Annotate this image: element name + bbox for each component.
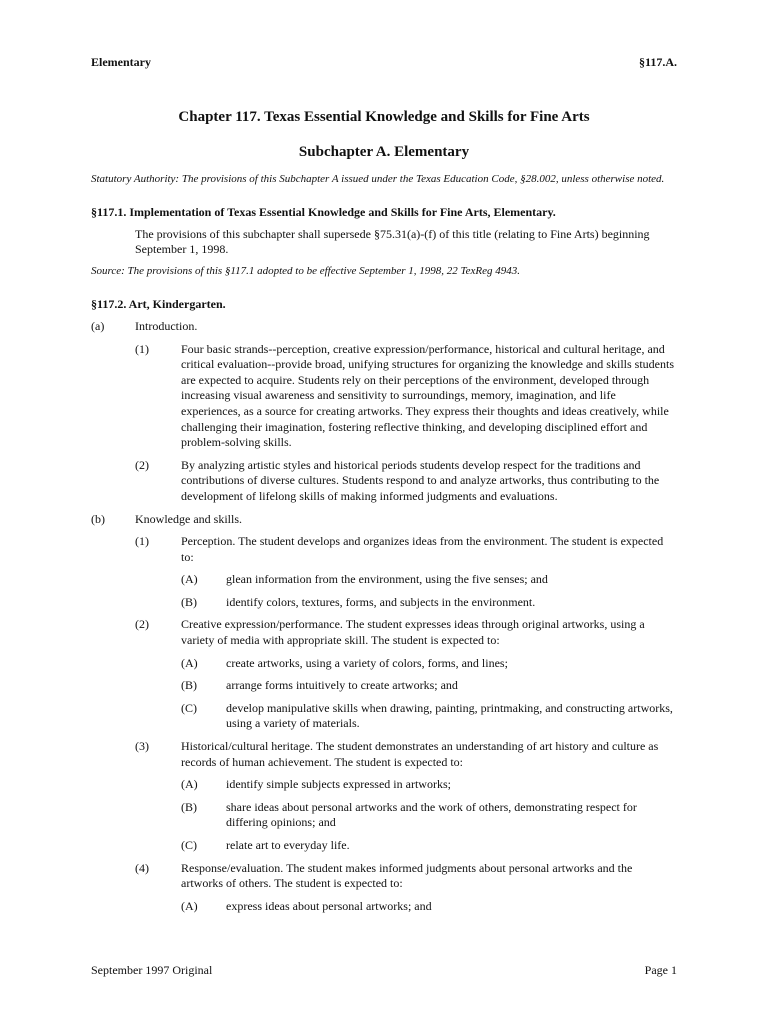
paragraph-label: (2) (135, 457, 149, 472)
document-body (91, 108, 677, 921)
subparagraph-item (181, 701, 677, 732)
subparagraph-item (181, 595, 677, 611)
paragraph-label: (4) (135, 860, 149, 875)
subparagraph-item (181, 800, 677, 831)
section-117-1-heading: §117.1. Implementation of Texas Essential Knowledge and Skills for Fine Arts, Elementary. (91, 205, 556, 219)
chapter-title: Chapter 117. Texas Essential Knowledge and Skills for Fine Arts (178, 109, 590, 125)
paragraph-item (135, 458, 677, 505)
statutory-authority: Statutory Authority: The provisions of this Subchapter A issued under the Texas Education Code, §28.002, unless otherwise noted. (91, 173, 665, 185)
paragraph-text: Response/evaluation. The student makes informed judgments about personal artworks and the artworks of others. The student is expected to: (181, 860, 633, 891)
paragraph-text: Four basic strands--perception, creative expression/performance, historical and cultural heritage, and critical evaluation--provide broad, unifying structures for organizing the knowledge and skills students are expected to acquire. Students rely on their perceptions of the environment, developed through increasing visual awareness and sensitivity to surroundings, memory, imagination, and life experiences, as a source for creating artworks. They express their thoughts and ideas creatively, while challenging their imagination, fostering reflective thinking, and developing disciplined effort and problem-solving skills. (181, 341, 674, 450)
subparagraph-text: identify colors, textures, forms, and subjects in the environment. (226, 594, 536, 609)
paragraph-text: Creative expression/performance. The student expresses ideas through original artworks, using a variety of media with appropriate skill. The student is expected to: (181, 617, 645, 648)
subsection-a (91, 319, 677, 335)
running-header-left: Elementary (91, 55, 151, 69)
paragraph-text: Historical/cultural heritage. The student demonstrates an understanding of art history and culture as records of human achievement. The student is expected to: (181, 739, 659, 769)
paragraph-item (135, 861, 677, 892)
subsection-label: (a) (91, 318, 105, 333)
footer-edition: September 1997 Original (91, 963, 213, 977)
subparagraph-item (181, 899, 677, 915)
subsection-b (91, 512, 677, 528)
subparagraph-text: express ideas about personal artworks; and (226, 898, 432, 913)
running-header-right: §117.A. (638, 55, 677, 69)
paragraph-label: (1) (135, 534, 149, 549)
subparagraph-text: arrange forms intuitively to create artworks; and (226, 678, 458, 693)
paragraph-label: (2) (135, 617, 149, 632)
subparagraph-text: create artworks, using a variety of colors, forms, and lines; (226, 655, 508, 670)
subparagraph-label: (A) (181, 777, 198, 792)
subparagraph-text: relate art to everyday life. (226, 838, 350, 852)
subparagraph-item (181, 838, 677, 854)
paragraph-item (135, 534, 677, 565)
subparagraph-text: develop manipulative skills when drawing, painting, printmaking, and constructing artworks, using a variety of materials. (226, 700, 673, 731)
subparagraph-label: (A) (181, 572, 198, 587)
paragraph-label: (1) (135, 341, 149, 356)
subparagraph-label: (C) (181, 838, 197, 852)
paragraph-text: Perception. The student develops and organizes ideas from the environment. The student is expected to: (181, 534, 664, 564)
footer-page-number: Page 1 (644, 963, 677, 977)
subparagraph-text: share ideas about personal artworks and the work of others, demonstrating respect for differing opinions; and (226, 799, 637, 830)
subparagraph-text: identify simple subjects expressed in artworks; (226, 777, 451, 792)
paragraph-text: By analyzing artistic styles and historical periods students develop respect for the traditions and contributions of diverse cultures. Students respond to and analyze artworks, thus contributing to the development of lifelong skills of making informed judgments and evaluations. (181, 457, 660, 503)
subparagraph-label: (B) (181, 678, 197, 693)
subparagraph-item (181, 777, 677, 793)
subparagraph-label: (B) (181, 594, 197, 609)
subparagraph-item (181, 572, 677, 588)
subparagraph-label: (C) (181, 700, 197, 715)
paragraph-label: (3) (135, 739, 149, 754)
subchapter-title: Subchapter A. Elementary (298, 144, 470, 160)
paragraph-item (135, 739, 677, 770)
subsection-text: Introduction. (135, 318, 198, 333)
subparagraph-item (181, 678, 677, 694)
subsection-label: (b) (91, 511, 105, 526)
paragraph-item (135, 617, 677, 648)
subparagraph-label: (A) (181, 898, 198, 913)
subparagraph-item (181, 656, 677, 672)
subparagraph-text: glean information from the environment, using the five senses; and (226, 572, 548, 587)
subsection-text: Knowledge and skills. (135, 511, 242, 526)
paragraph-item (135, 342, 677, 451)
section-117-1-body: The provisions of this subchapter shall supersede §75.31(a)-(f) of this title (relating to Fine Arts) beginning September 1, 1998. (135, 226, 650, 257)
subparagraph-label: (B) (181, 799, 197, 814)
subparagraph-label: (A) (181, 655, 198, 670)
section-117-1-source: Source: The provisions of this §117.1 adopted to be effective September 1, 1998, 22 TexReg 4943. (91, 264, 521, 277)
section-117-2-heading: §117.2. Art, Kindergarten. (91, 297, 226, 312)
